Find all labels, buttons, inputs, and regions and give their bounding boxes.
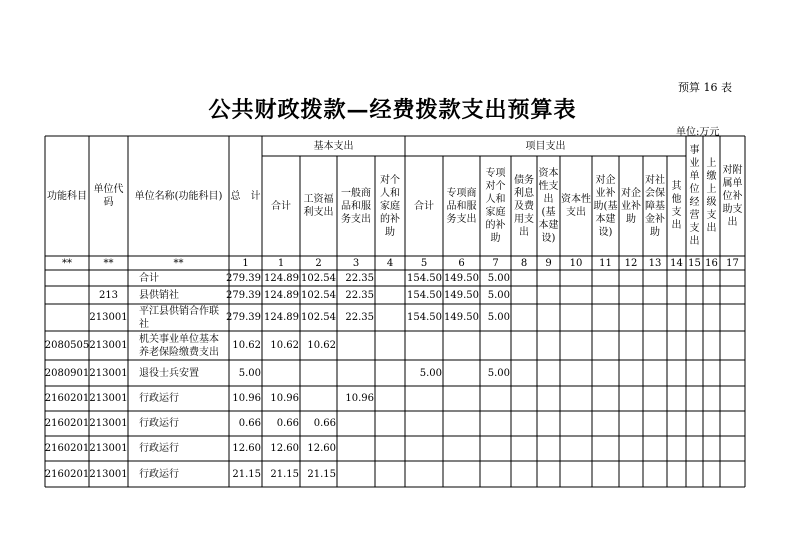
table-cell-empty: [561, 437, 591, 460]
table-cell-empty: [538, 437, 559, 460]
header-project-goods: 专项商品和服务支出: [446, 187, 477, 225]
table-cell-empty: [512, 287, 536, 303]
index-cell: 5: [420, 257, 428, 269]
table-cell-empty: [512, 412, 536, 435]
index-cell: 1: [277, 257, 285, 269]
header-basic-wage: 工资福利支出: [303, 194, 334, 218]
table-cell-empty: [687, 271, 702, 285]
index-cell: 6: [458, 257, 465, 269]
table-cell-empty: [620, 412, 642, 435]
table-cell-name: 行政运行: [139, 443, 179, 454]
index-cell: 2: [315, 257, 322, 269]
table-cell-code: 213001: [89, 367, 128, 379]
table-cell-empty: [704, 305, 719, 330]
table-cell-empty: [593, 361, 618, 385]
table-cell-b_goods: [338, 462, 374, 486]
table-cell-total: 279.39: [226, 272, 261, 284]
header-project-total: 合计: [414, 200, 434, 212]
table-cell-func: [46, 305, 88, 330]
table-cell-b_personal: [376, 387, 404, 410]
table-cell-empty: [593, 287, 618, 303]
table-cell-p_personal: [481, 412, 510, 435]
header-basic-goods: 一般商品和服务支出: [341, 187, 371, 225]
header-project-other: 其他支出: [671, 181, 682, 231]
header-project-capital-construction: 资本性支出(基本建设): [538, 168, 559, 244]
table-cell-name: 退役士兵安置: [139, 367, 199, 379]
table-cell-empty: [593, 271, 618, 285]
table-cell-b_goods: [338, 332, 374, 359]
header-col-17: 对附属单位补助支出: [722, 164, 743, 228]
table-cell-name: 合计: [139, 272, 159, 284]
header-basic-total: 合计: [271, 200, 291, 212]
index-cell: **: [62, 257, 72, 269]
table-cell-empty: [687, 437, 702, 460]
table-cell-total: 5.00: [238, 367, 261, 379]
table-cell-empty: [512, 387, 536, 410]
table-cell-total: 10.62: [232, 340, 261, 351]
table-cell-empty: [620, 305, 642, 330]
table-cell-empty: [721, 287, 744, 303]
table-cell-empty: [704, 462, 719, 486]
table-cell-b_personal: [376, 437, 404, 460]
table-cell-empty: [538, 271, 559, 285]
table-cell-func: 2160201: [44, 468, 90, 480]
header-col-15: 事业单位经营支出: [689, 145, 700, 247]
table-cell-code: 213: [98, 289, 119, 301]
table-cell-empty: [561, 361, 591, 385]
table-cell-empty: [620, 462, 642, 486]
table-cell-empty: [593, 462, 618, 486]
index-cell: **: [173, 257, 184, 269]
table-cell-b_personal: [376, 332, 404, 359]
table-cell-func: 2080505: [44, 340, 90, 351]
index-cell: 17: [726, 257, 739, 269]
table-cell-p_total: 154.50: [407, 272, 442, 284]
header-project-debt: 债务利息及费用支出: [514, 174, 534, 238]
table-cell-func: [46, 287, 88, 303]
table-cell-empty: [538, 305, 559, 330]
table-cell-code: 213001: [89, 468, 128, 480]
header-project-enterprise: 对企业补助: [621, 187, 641, 225]
table-cell-empty: [538, 462, 559, 486]
header-func-code: 功能科目: [47, 190, 87, 202]
index-cell: 14: [670, 257, 683, 269]
table-cell-b_personal: [376, 305, 404, 330]
table-cell-p_goods: [444, 437, 479, 460]
table-cell-empty: [644, 412, 666, 435]
table-cell-p_total: [406, 332, 442, 359]
index-cell: 3: [352, 257, 360, 269]
table-cell-empty: [668, 305, 685, 330]
index-cell: 10: [569, 257, 583, 269]
table-cell-b_personal: [376, 462, 404, 486]
table-cell-empty: [644, 332, 666, 359]
header-col-16: 上缴上级支出: [706, 158, 717, 234]
table-cell-b_wage: 0.66: [313, 418, 336, 429]
table-cell-empty: [704, 437, 719, 460]
table-cell-code: [90, 271, 127, 285]
table-cell-total: 21.15: [232, 468, 261, 480]
table-cell-name: 县供销社: [139, 289, 179, 301]
table-cell-name: 行政运行: [139, 468, 179, 480]
table-cell-empty: [687, 332, 702, 359]
index-cell: 11: [599, 257, 612, 269]
table-cell-p_goods: 149.50: [444, 289, 479, 301]
table-cell-b_goods: 22.35: [345, 289, 374, 301]
table-cell-empty: [512, 437, 536, 460]
index-cell: 13: [648, 257, 662, 269]
index-cell: 1: [242, 257, 249, 269]
table-cell-p_goods: [444, 332, 479, 359]
table-cell-empty: [561, 332, 591, 359]
table-cell-func: 2160201: [44, 443, 90, 454]
table-cell-b_total: 12.60: [270, 443, 299, 454]
table-cell-empty: [704, 412, 719, 435]
table-cell-b_goods: [338, 361, 374, 385]
table-cell-p_goods: [444, 361, 479, 385]
table-cell-p_goods: [444, 387, 479, 410]
table-cell-p_personal: 5.00: [487, 367, 510, 379]
table-cell-empty: [687, 305, 702, 330]
index-cell: 7: [492, 257, 499, 269]
table-cell-func: 2080901: [44, 367, 90, 379]
header-unit-code: 单位代码: [93, 184, 124, 208]
index-cell: 16: [705, 257, 718, 269]
table-cell-empty: [704, 387, 719, 410]
table-cell-empty: [538, 287, 559, 303]
table-cell-empty: [644, 462, 666, 486]
table-cell-b_personal: [376, 287, 404, 303]
table-cell-b_total: 124.89: [264, 272, 299, 284]
table-cell-total: 279.39: [226, 312, 261, 323]
table-cell-empty: [721, 462, 744, 486]
table-cell-empty: [721, 437, 744, 460]
table-cell-p_goods: 149.50: [444, 272, 479, 284]
table-cell-empty: [687, 287, 702, 303]
table-cell-empty: [668, 361, 685, 385]
table-cell-empty: [512, 462, 536, 486]
table-cell-empty: [538, 387, 559, 410]
page-title: 公共财政拨款—经费拨款支出预算表: [208, 97, 577, 123]
table-cell-total: 12.60: [232, 443, 261, 454]
index-cell: 12: [624, 257, 638, 269]
index-cell: **: [103, 257, 114, 269]
table-cell-p_total: [406, 437, 442, 460]
table-cell-empty: [512, 361, 536, 385]
index-cell: 4: [386, 257, 394, 269]
table-cell-p_goods: 149.50: [444, 312, 479, 323]
table-cell-empty: [561, 271, 591, 285]
table-cell-name: 行政运行: [139, 418, 179, 429]
table-cell-empty: [668, 387, 685, 410]
table-cell-empty: [620, 437, 642, 460]
table-cell-b_total: 10.96: [270, 393, 299, 404]
table-cell-empty: [620, 287, 642, 303]
table-cell-empty: [512, 305, 536, 330]
table-cell-empty: [668, 412, 685, 435]
table-cell-b_personal: [376, 361, 404, 385]
table-cell-name: 机关事业单位基本养老保险缴费支出: [139, 333, 219, 358]
table-cell-empty: [561, 305, 591, 330]
table-cell-func: 2160201: [44, 393, 90, 404]
table-cell-p_total: 154.50: [407, 312, 442, 323]
table-cell-code: 213001: [89, 393, 128, 404]
table-cell-b_total: 10.62: [270, 340, 299, 351]
table-cell-empty: [721, 332, 744, 359]
table-cell-empty: [704, 271, 719, 285]
table-cell-total: 279.39: [226, 289, 261, 301]
index-cell: 15: [688, 257, 701, 269]
table-cell-p_total: [406, 412, 442, 435]
table-cell-empty: [512, 271, 536, 285]
table-cell-empty: [644, 361, 666, 385]
table-cell-empty: [668, 287, 685, 303]
table-cell-p_total: [406, 462, 442, 486]
table-cell-empty: [687, 361, 702, 385]
table-cell-code: 213001: [89, 418, 128, 429]
table-cell-empty: [721, 305, 744, 330]
table-cell-empty: [721, 412, 744, 435]
table-cell-empty: [593, 305, 618, 330]
table-cell-b_wage: [301, 361, 336, 385]
table-cell-empty: [644, 387, 666, 410]
table-cell-p_personal: 5.00: [487, 272, 510, 284]
table-cell-b_goods: 22.35: [345, 312, 374, 323]
table-cell-func: 2160201: [44, 418, 90, 429]
header-project-capital: 资本性支出: [561, 194, 591, 218]
table-cell-b_wage: 102.54: [301, 272, 336, 284]
table-cell-empty: [561, 287, 591, 303]
table-cell-empty: [561, 462, 591, 486]
table-cell-total: 0.66: [238, 418, 261, 429]
index-cell: 8: [520, 257, 528, 269]
table-cell-b_wage: [301, 387, 336, 410]
table-cell-p_personal: 5.00: [487, 289, 510, 301]
table-cell-empty: [620, 387, 642, 410]
table-cell-b_wage: 10.62: [307, 340, 336, 351]
table-cell-empty: [644, 437, 666, 460]
form-number: 预算 16 表: [678, 81, 732, 94]
table-cell-empty: [620, 271, 642, 285]
table-cell-empty: [687, 462, 702, 486]
table-cell-b_goods: [338, 437, 374, 460]
table-cell-empty: [687, 387, 702, 410]
index-cell: 9: [545, 257, 552, 269]
table-cell-p_personal: [481, 332, 510, 359]
table-cell-b_goods: [338, 412, 374, 435]
table-cell-empty: [538, 332, 559, 359]
table-cell-empty: [593, 412, 618, 435]
unit-label: 单位:万元: [676, 127, 720, 138]
table-cell-b_goods: 22.35: [345, 272, 374, 284]
table-cell-empty: [704, 287, 719, 303]
table-cell-p_total: 5.00: [419, 367, 442, 379]
table-cell-empty: [644, 305, 666, 330]
header-project-group: 项目支出: [525, 140, 566, 152]
table-cell-b_personal: [376, 412, 404, 435]
table-cell-empty: [593, 387, 618, 410]
table-cell-p_goods: [444, 412, 479, 435]
table-cell-b_goods: 10.96: [345, 393, 374, 404]
table-cell-empty: [620, 361, 642, 385]
table-cell-empty: [593, 437, 618, 460]
table-cell-code: 213001: [89, 340, 128, 351]
table-cell-empty: [538, 412, 559, 435]
header-basic-group: 基本支出: [313, 140, 354, 152]
table-cell-p_personal: [481, 462, 510, 486]
table-cell-empty: [668, 332, 685, 359]
table-cell-p_goods: [444, 462, 479, 486]
table-cell-code: 213001: [89, 312, 128, 323]
table-cell-empty: [644, 287, 666, 303]
header-total: 总 计: [230, 190, 261, 202]
table-cell-empty: [704, 361, 719, 385]
header-project-social: 对社会保障基金补助: [645, 174, 665, 238]
table-cell-b_wage: 21.15: [307, 468, 336, 480]
table-cell-p_total: 154.50: [407, 289, 442, 301]
table-cell-func: [46, 271, 88, 285]
table-cell-empty: [668, 462, 685, 486]
table-cell-name: 行政运行: [139, 393, 179, 404]
table-cell-empty: [561, 412, 591, 435]
table-cell-empty: [538, 361, 559, 385]
table-cell-empty: [668, 271, 685, 285]
table-cell-total: 10.96: [232, 393, 261, 404]
header-unit-name: 单位名称(功能科目): [134, 190, 223, 202]
table-cell-b_total: 0.66: [276, 418, 299, 429]
table-cell-empty: [644, 271, 666, 285]
table-cell-b_wage: 12.60: [307, 443, 336, 454]
table-cell-name: 平江县供销合作联社: [139, 305, 219, 330]
table-cell-code: 213001: [89, 443, 128, 454]
table-cell-p_total: [406, 387, 442, 410]
table-cell-b_total: [263, 361, 299, 385]
table-cell-empty: [561, 387, 591, 410]
header-project-enterprise-construction: 对企业补助(基本建设): [593, 174, 618, 238]
table-cell-p_personal: [481, 387, 510, 410]
table-cell-empty: [512, 332, 536, 359]
table-cell-empty: [668, 437, 685, 460]
table-cell-p_personal: [481, 437, 510, 460]
table-cell-empty: [593, 332, 618, 359]
table-cell-empty: [721, 361, 744, 385]
table-cell-empty: [620, 332, 642, 359]
table-cell-empty: [704, 332, 719, 359]
table-cell-p_personal: 5.00: [487, 312, 510, 323]
header-basic-personal: 对个人和家庭的补助: [380, 174, 400, 238]
table-cell-empty: [687, 412, 702, 435]
header-project-personal: 专项对个人和家庭的补助: [485, 168, 506, 244]
table-cell-empty: [721, 271, 744, 285]
table-cell-b_wage: 102.54: [301, 312, 336, 323]
table-cell-b_total: 124.89: [264, 312, 299, 323]
table-cell-b_total: 21.15: [270, 468, 299, 480]
table-cell-b_personal: [376, 271, 404, 285]
table-cell-empty: [721, 387, 744, 410]
table-cell-b_total: 124.89: [264, 289, 299, 301]
table-cell-b_wage: 102.54: [301, 289, 336, 301]
